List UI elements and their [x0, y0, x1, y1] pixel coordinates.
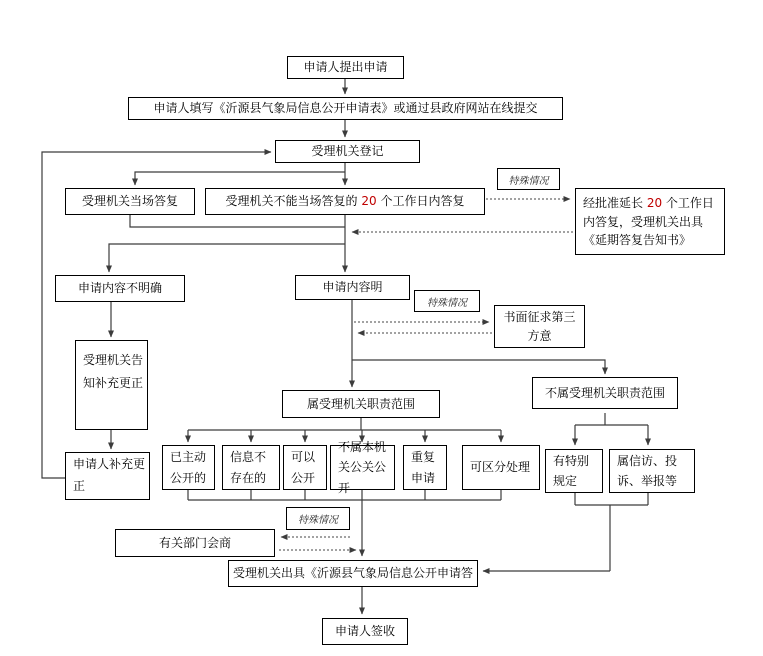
node-content-unclear: 申请内容不明确 — [55, 275, 185, 302]
node-in-scope: 属受理机关职责范围 — [282, 390, 440, 418]
node-applicant-supplement: 申请人补充更正 — [65, 452, 150, 500]
node-fill-application-form: 申请人填写《沂源县气象局信息公开申请表》或通过县政府网站在线提交 — [128, 97, 563, 120]
node-extend-20-days — [575, 188, 725, 255]
node-onsite-reply: 受理机关当场答复 — [65, 188, 195, 215]
node-special-rule: 有特别规定 — [545, 449, 603, 493]
node-issue-reply: 受理机关出具《沂源县气象局信息公开申请答 — [228, 560, 478, 587]
reply-20-text: 受理机关不能当场答复的 20 个工作日内答复 — [225, 194, 465, 209]
node-out-of-scope: 不属受理机关职责范围 — [532, 377, 678, 409]
highlight-extend-20-days: 20 — [646, 196, 663, 210]
node-repeat-apply: 重复申请 — [403, 445, 447, 490]
node-applicant-submit: 申请人提出申请 — [287, 56, 404, 79]
highlight-20-days: 20 — [361, 194, 377, 209]
node-separable-handling: 可区分处理 — [462, 445, 540, 490]
extend-20-text: 经批准延长 20 个工作日内答复，受理机关出具《延期答复告知书》 — [583, 196, 714, 248]
node-reply-within-20-days — [205, 188, 485, 215]
node-already-public: 已主动公开的 — [162, 445, 215, 490]
node-applicant-sign: 申请人签收 — [322, 618, 408, 645]
node-department-consult: 有关部门会商 — [115, 529, 275, 557]
label-special-case-bottom: 特殊情况 — [286, 507, 350, 530]
node-info-not-exist: 信息不存在的 — [222, 445, 280, 490]
node-petition-complaint: 属信访、投诉、举报等 — [609, 449, 695, 493]
node-notify-supplement: 受理机关告知补充更正 — [75, 340, 148, 430]
node-register: 受理机关登记 — [275, 140, 420, 163]
label-special-case-middle: 特殊情况 — [414, 290, 480, 312]
node-can-be-public: 可以公开 — [283, 445, 327, 490]
node-third-party-opinion: 书面征求第三方意 — [494, 305, 585, 348]
node-content-clear: 申请内容明 — [295, 275, 410, 300]
node-not-this-org: 不属本机关公关公开 — [330, 445, 395, 490]
label-special-case-top: 特殊情况 — [497, 168, 560, 190]
